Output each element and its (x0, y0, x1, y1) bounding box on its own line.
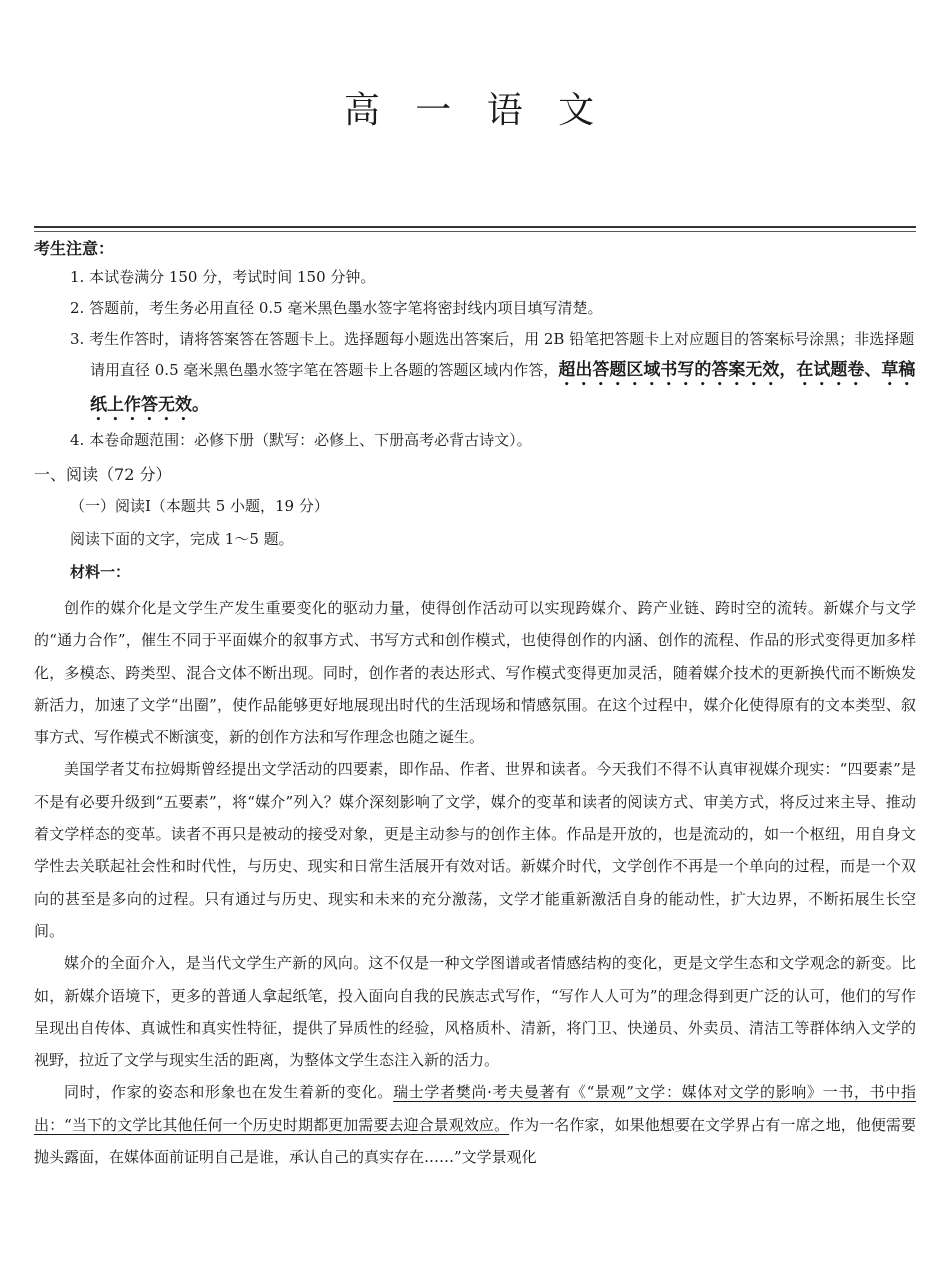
underlined-quote: 瑞士学者樊尚·考夫曼著有《“景观”文学：媒体对文学的影响》一书，书中指出：“当下的文学比其他任何一个历史时期都更加需要去迎合景观效应。 (34, 1083, 916, 1134)
reading-instruction: 阅读下面的文字，完成 1～5 题。 (70, 530, 294, 548)
notice-list (70, 262, 918, 456)
notice-item-4: 4. 本卷命题范围：必修下册（默写：必修上、下册高考必背古诗文）。 (70, 431, 532, 449)
sub-section-heading: （一）阅读Ⅰ（本题共 5 小题，19 分） (70, 497, 329, 515)
paragraph-2: 美国学者艾布拉姆斯曾经提出文学活动的四要素，即作品、作者、世界和读者。今天我们不得不认真审视媒介现实：“四要素”是不是有必要升级到“五要素”，将“媒介”列入？媒介深刻影响了文学，媒介的变革和读者的阅读方式、审美方式，将反过来主导、推动着文学样态的变革。读者不再只是被动的接受对象，更是主动参与的创作主体。作品是开放的，也是流动的，如一个枢纽，用自身文学性去关联起社会性和时代性，与历史、现实和日常生活展开有效对话。新媒介时代，文学创作不再是一个单向的过程，而是一个双向的甚至是多向的过程。只有通过与历史、现实和未来的充分激荡，文学才能重新激活自身的能动性，扩大边界，不断拓展生长空间。 (34, 760, 916, 940)
material-label: 材料一： (70, 563, 131, 581)
paragraph-4: 同时，作家的姿态和形象也在发生着新的变化。瑞士学者樊尚·考夫曼著有《“景观”文学：媒体对文学的影响》一书，书中指出：“当下的文学比其他任何一个历史时期都更加需要去迎合景观效应。作为一名作家，如果他想要在文学界占有一席之地，他便需要抛头露面，在媒体面前证明自己是谁，承认自己的真实存在……”文学景观化 (34, 1083, 916, 1167)
header-divider-thin (34, 231, 916, 232)
exam-title: 高 一 语 文 (343, 90, 607, 131)
notice-item-2: 2. 答题前，考生务必用直径 0.5 毫米黑色墨水签字笔将密封线内项目填写清楚。 (70, 299, 603, 317)
header-divider-thick (34, 226, 916, 228)
notice-item-3-emphasis: 超出答题区域书写的答案无效，在试题卷、草稿纸上作答无效。 (90, 360, 916, 415)
section-heading: 一、阅读（72 分） (34, 465, 172, 484)
notice-item-1: 1. 本试卷满分 150 分，考试时间 150 分钟。 (70, 268, 376, 286)
notice-item-3: 3. 考生作答时，请将答案答在答题卡上。选择题每小题选出答案后，用 2B 铅笔把答题卡上对应题目的答案标号涂黑；非选择题请用直径 0.5 毫米黑色墨水签字笔在答题卡上各题的答题区域内作答，超出答题区域书写的答案无效，在试题卷、草稿纸上作答无效。 (70, 330, 916, 415)
notice-heading: 考生注意： (34, 239, 115, 258)
paragraph-1: 创作的媒介化是文学生产发生重要变化的驱动力量，使得创作活动可以实现跨媒介、跨产业链、跨时空的流转。新媒介与文学的“通力合作”，催生不同于平面媒介的叙事方式、书写方式和创作模式，也使得创作的内涵、创作的流程、作品的形式变得更加多样化，多模态、跨类型、混合文体不断出现。同时，创作者的表达形式、写作模式变得更加灵活，随着媒介技术的更新换代而不断焕发新活力，加速了文学“出圈”，使作品能够更好地展现出时代的生活现场和情感氛围。在这个过程中，媒介化使得原有的文本类型、叙事方式、写作模式不断演变，新的创作方法和写作理念也随之诞生。 (34, 599, 916, 747)
reading-passage (34, 592, 916, 1173)
paragraph-3: 媒介的全面介入，是当代文学生产新的风向。这不仅是一种文学图谱或者情感结构的变化，更是文学生态和文学观念的新变。比如，新媒介语境下，更多的普通人拿起纸笔，投入面向自我的民族志式写作，“写作人人可为”的理念得到更广泛的认可，他们的写作呈现出自传体、真诚性和真实性特征，提供了异质性的经验，风格质朴、清新，将门卫、快递员、外卖员、清洁工等群体纳入文学的视野，拉近了文学与现实生活的距离，为整体文学生态注入新的活力。 (34, 954, 916, 1070)
